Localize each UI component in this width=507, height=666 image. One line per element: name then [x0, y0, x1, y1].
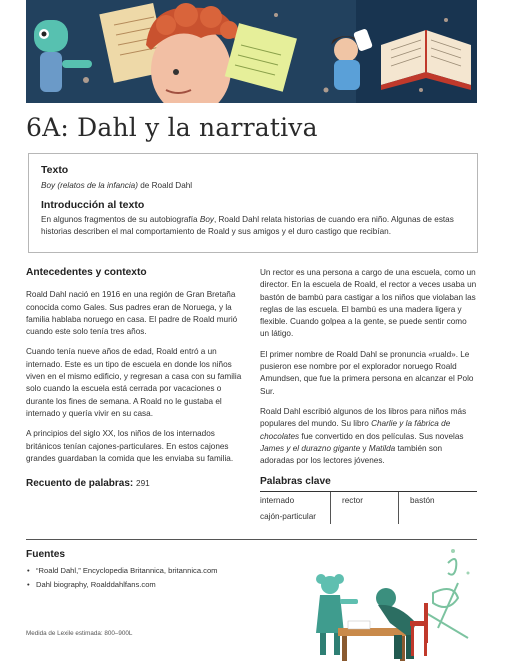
background-paragraph-2: Cuando tenía nueve años de edad, Roald entró a un internado. Este es un tipo de escuela en donde los niños viven en el mismo edificio, y regresan a casa con su familia solo cuando la escuela está cerrada por vacaciones o durante los fines de semana. A Roald no le gustaba el internado y quería vivir en su casa. [26, 347, 242, 418]
text-source-author: Roald Dahl [151, 181, 193, 190]
word-count-value: 291 [136, 479, 150, 488]
background-paragraph-3: A principios del siglo XX, los niños de los internados británicos tenían cajones-particulares. En estos cajones grandes guardaban la comida que les enviaba su familia. [26, 429, 234, 463]
word-count-label: Recuento de palabras: [26, 478, 134, 489]
text-source-title: Boy (relatos de la infancia) [41, 181, 138, 190]
sources-divider [26, 539, 477, 540]
p6-text-a: Roald Dahl escribió algunos de los libros para niños más populares del mundo. Su libro [260, 406, 467, 429]
keywords-grid [260, 492, 477, 524]
p6-text-g: también son adoradas por los lectores jóvenes. [260, 443, 443, 466]
p6-text-c: fue convertido en dos películas. Sus novelas [299, 431, 464, 441]
sources-heading: Fuentes [26, 549, 66, 560]
p6-book-james: James y el durazno gigante [260, 443, 361, 453]
background-column-left [26, 267, 248, 473]
keywords-section [260, 476, 477, 524]
p6-text-e: y [360, 443, 369, 453]
intro-paragraph [41, 214, 465, 239]
background-paragraph-4: Un rector es una persona a cargo de una escuela, como un director. En la escuela de Roald, el rector a veces usaba un bastón de bambú para castigar a los niños que violaban las reglas de las escuela. El bambú es una madera ligera y flexible. Cuando golpea a la gente, se puede sentir como un látigo. [260, 268, 477, 339]
background-column-right [260, 267, 478, 475]
p6-book-matilda: Matilda [368, 443, 396, 453]
lexile-measure: Medida de Lexile estimada: 800–900L [26, 630, 133, 637]
word-count [26, 478, 150, 489]
source-item: • Dahl biography, Roalddahlfans.com [36, 580, 326, 589]
intro-text-start: En algunos fragmentos de su autobiografía [41, 214, 200, 224]
classroom-illustration [308, 543, 478, 661]
text-heading: Texto [41, 164, 69, 176]
intro-heading: Introducción al texto [41, 198, 145, 211]
keyword-divider [330, 492, 331, 524]
keyword-baston: bastón [410, 496, 435, 505]
background-paragraph-5: El primer nombre de Roald Dahl se pronuncia «ruald». Le pusieron ese nombre por el explorador noruego Roald Amundsen, que fue la primera persona en alcanzar el Polo Sur. [260, 349, 474, 396]
text-source-connector: de [140, 181, 150, 190]
keyword-internado: internado [260, 496, 295, 505]
p6-book-charlie: Charlie y la fábrica de chocolates [260, 419, 451, 441]
text-info-box [28, 153, 478, 253]
keyword-cajon-particular: cajón-particular [260, 512, 316, 521]
background-heading: Antecedentes y contexto [26, 267, 147, 278]
keywords-heading: Palabras clave [260, 476, 477, 492]
page-title: 6A: Dahl y la narrativa [26, 113, 318, 142]
keyword-divider [398, 492, 399, 524]
background-paragraph-6 [260, 406, 478, 467]
sources-section [26, 549, 326, 594]
keyword-rector: rector [342, 496, 363, 505]
intro-text-end: , Roald Dahl relata historias de cuando era niño. Algunas de estas historias describen el mal comportamiento de Roald y sus amigos y el duro castigo que recibían. [41, 214, 454, 236]
source-item: • “Roald Dahl,” Encyclopedia Britannica, britannica.com [36, 566, 326, 575]
banner-illustration [26, 0, 477, 103]
background-paragraph-1: Roald Dahl nació en 1916 en una región de Gran Bretaña conocida como Gales. Sus padres eran de Noruega, y la familia hablaba noruego en casa. El padre de Roald murió cuando este solo tenía tres años. [26, 290, 238, 337]
intro-book-title: Boy [199, 214, 214, 224]
text-source [41, 180, 465, 193]
sources-list [26, 566, 326, 589]
